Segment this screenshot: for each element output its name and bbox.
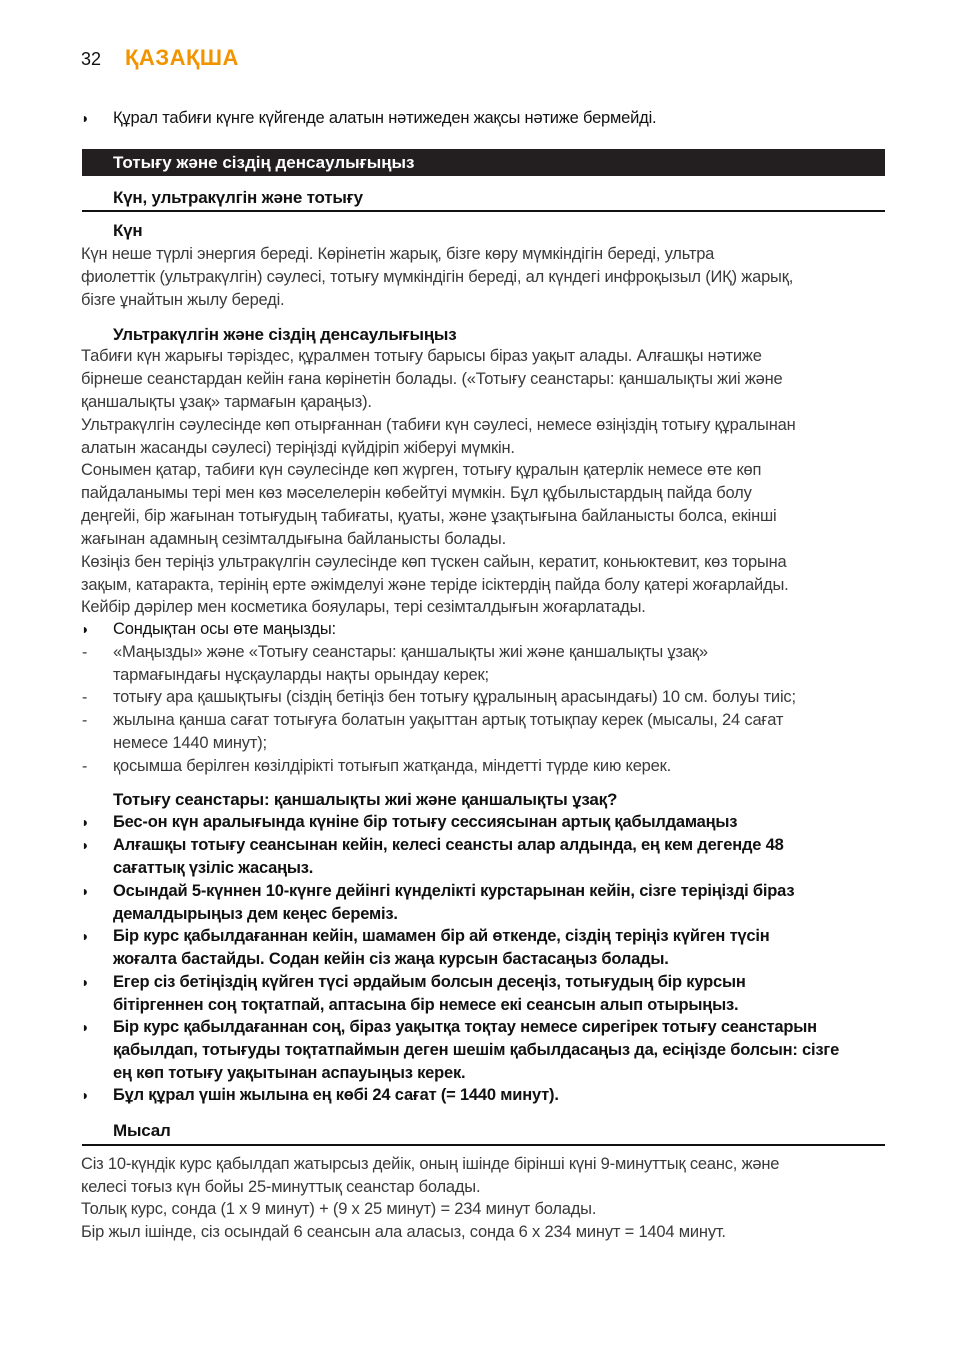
session-bullet-line: Бір курс қабылдағаннан соң, біраз уақытқа тоқтау немесе сирегірек тотығу сеанстарын <box>113 1018 817 1036</box>
body-line: бірнеше сеанстардан кейін ғана көрінетін болады. («Тотығу сеанстары: қаншалықты жиі және <box>81 370 783 388</box>
body-line: фиолеттік (ультракүлгін) сәулесі, тотығу мүмкіндігін береді, ал күндегі инфроқызыл (ИҚ) жарық, <box>81 268 794 286</box>
body-line: алатын жасанды сәулесі) теріңізді күйдіріп жіберуі мүмкін. <box>81 439 515 457</box>
session-bullet-line: Бір курс қабылдағаннан кейін, шамамен бір ай өткенде, сіздің теріңіз күйген түсін <box>113 927 770 945</box>
bullet-icon: ◗ <box>81 837 90 853</box>
page-number: 32 <box>81 49 102 69</box>
bullet-icon: ◗ <box>81 974 90 990</box>
session-bullet-line: Бес-он күн аралығында күніне бір тотығу сессиясынан артық қабылдамаңыз <box>113 813 738 831</box>
section-title: Тотығу және сіздің денсаулығыңыз <box>113 153 415 172</box>
dash-marker: - <box>82 644 88 661</box>
subsection-title: Күн, ультракүлгін және тотығу <box>113 188 363 207</box>
body-line: келесі тоғыз күн бойы 25-минуттық сеанстар болады. <box>81 1178 481 1196</box>
body-line: пайдаланымы тері мен көз мәселелерін көбейтуі мүмкін. Бұл құбылыстардың пайда болу <box>81 484 752 502</box>
dash-marker: - <box>82 689 88 706</box>
body-line: Ультракүлгін сәулесінде көп отырғаннан (табиғи күн сәулесі, немесе өзіңіздің тотығу құралынан <box>81 416 796 434</box>
heading-uv: Ультракүлгін және сіздің денсаулығыңыз <box>113 325 457 344</box>
body-line: бізге ұнайтын жылу береді. <box>81 291 285 309</box>
body-line: зақым, катаракта, терінің ерте әжімделуі және теріде ісіктердің пайда болу қатері жоғарлайды. <box>81 576 789 594</box>
bullet-icon: ◗ <box>81 814 90 830</box>
dash-item-line: жылына қанша сағат тотығуға болатын уақыттан артық тотықпау керек (мысалы, 24 сағат <box>113 711 784 729</box>
important-lead: Сондықтан осы өте маңызды: <box>113 620 336 638</box>
session-bullet-line: қабылдап, тотығуды тоқтатпаймын деген шешім қабылдасаңыз да, есіңізде болсын: сізге <box>113 1041 840 1059</box>
session-bullet-line: сағаттық үзіліс жасаңыз. <box>113 859 314 877</box>
body-line: Күн неше түрлі энергия береді. Көрінетін жарық, бізге көру мүмкіндігін береді, ультра <box>81 245 715 263</box>
heading-example: Мысал <box>113 1121 171 1140</box>
session-bullet-line: ең көп тотығу уақытынан аспауыңыз керек. <box>113 1064 466 1082</box>
session-bullet-line: жоғалта бастайды. Содан кейін сіз жаңа курсын бастасаңыз болады. <box>113 950 669 968</box>
body-line: Сіз 10-күндік курс қабылдап жатырсыз дейік, оның ішінде бірінші күні 9-минуттық сеанс, және <box>81 1155 780 1173</box>
page-language-title: ҚАЗАҚША <box>125 45 239 70</box>
intro-bullet-text: Құрал табиғи күнге күйгенде алатын нәтижеден жақсы нәтиже бермейді. <box>113 109 657 127</box>
session-bullet-line: демалдырыңыз дем кеңес береміз. <box>113 905 398 923</box>
dash-marker: - <box>82 758 88 775</box>
heading-sessions: Тотығу сеанстары: қаншалықты жиі және қаншалықты ұзақ? <box>113 790 618 809</box>
body-line: Сонымен қатар, табиғи күн сәулесінде көп жүрген, тотығу құралын қатерлік немесе өте көп <box>81 461 762 479</box>
session-bullet-line: Алғашқы тотығу сеансынан кейін, келесі сеансты алар алдында, ең кем дегенде 48 <box>113 836 784 854</box>
session-bullet-line: Егер сіз бетіңіздің күйген түсі әрдайым болсын десеңіз, тотығудың бір курсын <box>113 973 746 991</box>
dash-marker: - <box>82 712 88 729</box>
body-line: Толық курс, сонда (1 x 9 минут) + (9 x 25 минут) = 234 минут болады. <box>81 1200 597 1218</box>
session-bullet-line: Бұл құрал үшін жылына ең көбі 24 сағат (= 1440 минут). <box>113 1086 559 1104</box>
bullet-icon: ◗ <box>81 883 90 899</box>
dash-item-line: тармағындағы нұсқауларды нақты орындау керек; <box>113 666 489 684</box>
dash-item-line: қосымша берілген көзілдірікті тотығып жатқанда, міндетті түрде кию керек. <box>113 757 672 775</box>
heading-sun: Күн <box>113 221 143 240</box>
body-line: Көзіңіз бен теріңіз ультракүлгін сәулесінде көп түскен сайын, кератит, коньюктевит, көз торына <box>81 553 787 571</box>
dash-item-line: тотығу ара қашықтығы (сіздің бетіңіз бен тотығу құралының арасындағы) 10 см. болуы тиіс; <box>113 688 796 706</box>
session-bullet-line: бітіргеннен соң тоқтатпай, аптасына бір немесе екі сеансын алып отырыңыз. <box>113 996 739 1014</box>
divider <box>82 1144 885 1146</box>
session-bullet-line: Осындай 5-күннен 10-күнге дейінгі күнделікті курстарынан кейін, сізге теріңізді біраз <box>113 882 795 900</box>
bullet-icon: ◗ <box>81 1087 90 1103</box>
body-line: Кейбір дәрілер мен косметика бояулары, тері сезімталдығын жоғарлатады. <box>81 598 646 616</box>
section-header-bar <box>82 149 885 176</box>
dash-item-line: немесе 1440 минут); <box>113 734 267 752</box>
dash-item-line: «Маңызды» және «Тотығу сеанстары: қаншалықты жиі және қаншалықты ұзақ» <box>113 643 708 661</box>
bullet-icon: ◗ <box>81 928 90 944</box>
bullet-icon: ◗ <box>81 110 90 126</box>
body-line: қаншалықты ұзақ» тармағын қараңыз). <box>81 393 372 411</box>
body-line: Бір жыл ішінде, сіз осындай 6 сеансын ала аласыз, сонда 6 x 234 минут = 1404 минут. <box>81 1223 726 1241</box>
bullet-icon: ◗ <box>81 1019 90 1035</box>
bullet-icon: ◗ <box>81 621 90 637</box>
body-line: Табиғи күн жарығы тәріздес, құралмен тотығу барысы біраз уақыт алады. Алғашқы нәтиже <box>81 347 762 365</box>
body-line: деңгейі, бір жағынан тотығудың табиғаты, қуаты, және ұзақтығына байланысты болса, екінші <box>81 507 777 525</box>
body-line: жағынан адамның сезімталдығына байланысты болады. <box>81 530 506 548</box>
divider <box>82 210 885 212</box>
